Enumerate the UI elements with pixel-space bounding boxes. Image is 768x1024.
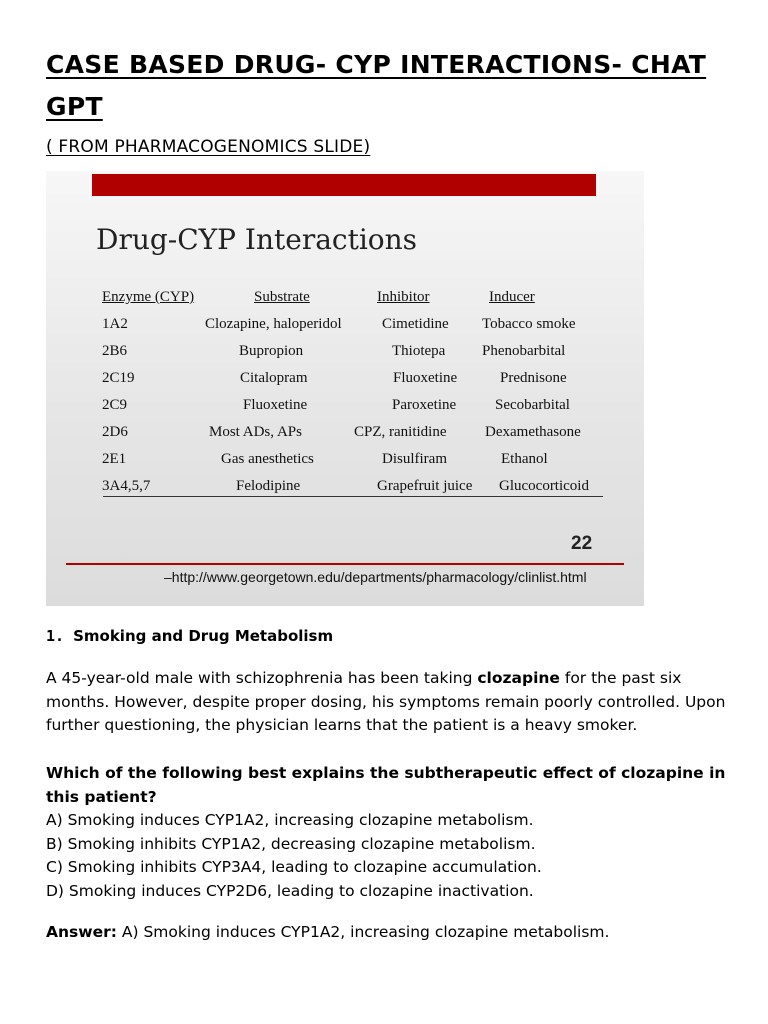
table-cell: 2C19 — [102, 370, 135, 386]
table-cell: 1A2 — [102, 316, 128, 332]
table-cell: Clozapine, haloperidol — [205, 316, 342, 332]
slide-header-bar — [92, 174, 596, 196]
slide-title: Drug-CYP Interactions — [96, 223, 418, 256]
table-cell: Phenobarbital — [482, 343, 566, 359]
table-cell: Prednisone — [500, 370, 567, 386]
table-cell: Tobacco smoke — [482, 316, 576, 332]
table-cell: Grapefruit juice — [377, 478, 473, 494]
table-cell: Fluoxetine — [393, 370, 458, 386]
table-cell: Disulfiram — [382, 451, 447, 467]
table-cell: Gas anesthetics — [221, 451, 314, 467]
question-heading — [46, 627, 333, 645]
table-cell: Paroxetine — [392, 397, 457, 413]
option-d: D) Smoking induces CYP2D6, leading to clozapine inactivation. — [46, 881, 534, 900]
answer-label: Answer: — [46, 923, 117, 941]
table-header-inhibitor: Inhibitor — [377, 289, 430, 305]
table-cell: 2E1 — [102, 451, 127, 467]
stem-text: A 45-year-old male with schizophrenia has been taking — [46, 669, 478, 687]
table-cell: Cimetidine — [382, 316, 449, 332]
table-cell: Dexamethasone — [485, 424, 581, 440]
table-cell: Fluoxetine — [243, 397, 308, 413]
table-cell: Ethanol — [501, 451, 548, 467]
option-a: A) Smoking induces CYP1A2, increasing clozapine metabolism. — [46, 811, 534, 829]
table-cell: 2D6 — [102, 424, 128, 440]
cyp-table — [46, 286, 644, 501]
slide-source-url: –http://www.georgetown.edu/departments/pharmacology/clinlist.html — [164, 569, 587, 585]
page-title — [46, 44, 726, 128]
table-cell: 3A4,5,7 — [102, 478, 151, 494]
question-heading-text: Smoking and Drug Metabolism — [73, 627, 334, 645]
answer — [46, 921, 726, 945]
table-bottom-rule — [103, 496, 603, 497]
table-cell: Most ADs, APs — [209, 424, 302, 440]
slide-image — [46, 171, 644, 606]
table-header-substrate: Substrate — [254, 289, 310, 305]
answer-options — [46, 809, 726, 903]
page-title-text: CASE BASED DRUG- CYP INTERACTIONS- CHAT GPT — [46, 50, 707, 121]
table-cell: 2C9 — [102, 397, 128, 413]
table-cell: 2B6 — [102, 343, 128, 359]
table-cell: Bupropion — [239, 343, 304, 359]
table-cell: Thiotepa — [392, 343, 446, 359]
stem-text: for the past six months. However, despite proper dosing, his symptoms remain poorly controlled. Upon further questioning, the physician learns that the patient is a heavy smoker. — [46, 669, 726, 734]
question-stem — [46, 667, 726, 738]
page-subtitle: ( FROM PHARMACOGENOMICS SLIDE) — [46, 137, 371, 157]
question-number: 1. — [46, 627, 65, 645]
option-c: C) Smoking inhibits CYP3A4, leading to clozapine accumulation. — [46, 858, 542, 876]
table-cell: Felodipine — [236, 478, 301, 494]
table-cell: Glucocorticoid — [499, 478, 589, 494]
table-cell: Secobarbital — [495, 397, 570, 413]
table-cell: CPZ, ranitidine — [354, 424, 447, 440]
slide-page-number: 22 — [571, 533, 593, 554]
answer-text: A) Smoking induces CYP1A2, increasing clozapine metabolism. — [116, 923, 610, 941]
question-prompt: Which of the following best explains the subtherapeutic effect of clozapine in this patient? — [46, 764, 726, 806]
option-b: B) Smoking inhibits CYP1A2, decreasing clozapine metabolism. — [46, 834, 536, 853]
table-cell: Citalopram — [240, 370, 308, 386]
slide-footer-line — [66, 563, 624, 565]
table-header-enzyme: Enzyme (CYP) — [102, 289, 195, 305]
table-header-inducer: Inducer — [489, 289, 535, 305]
stem-drug: clozapine — [477, 669, 560, 687]
